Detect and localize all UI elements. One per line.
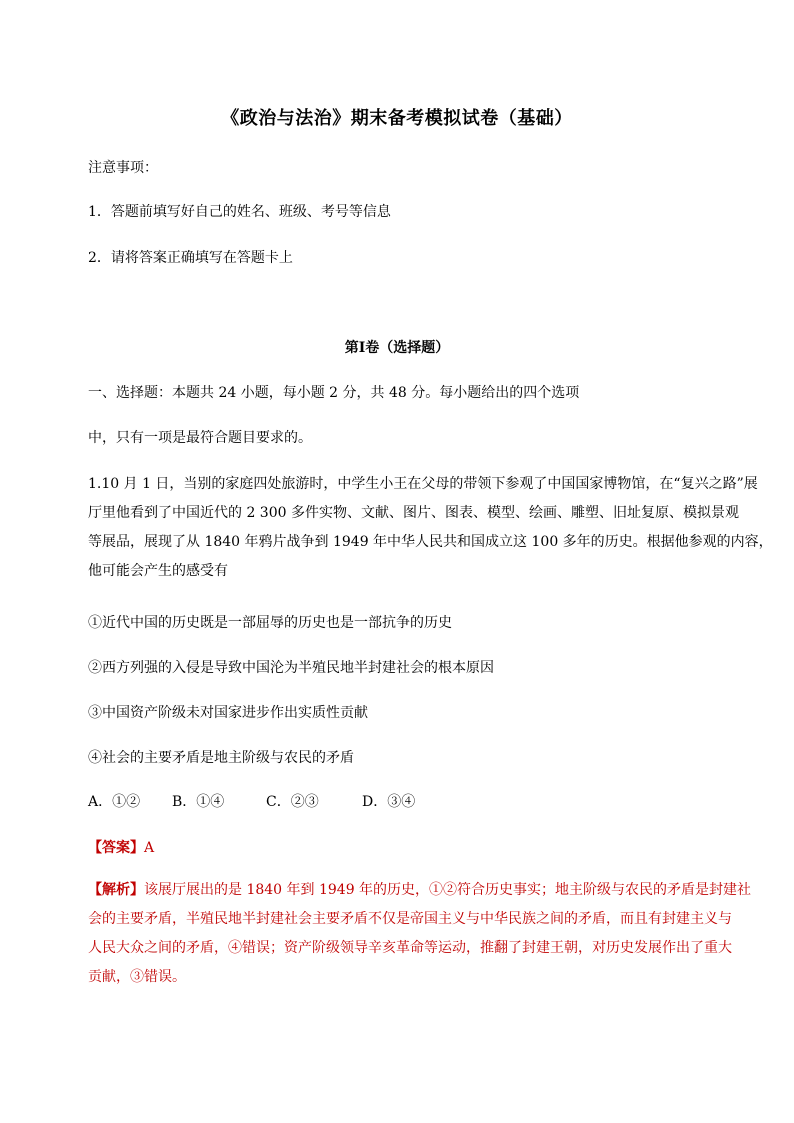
notice-item-2: 2．请将答案正确填写在答题卡上 — [88, 250, 293, 266]
question-stem-line: 厅里他看到了中国近代的 2 300 多件实物、文献、图片、图表、模型、绘画、雕塑、旧址复原、模拟景观 — [88, 505, 739, 521]
options-row — [88, 792, 415, 812]
option-d: D．③④ — [362, 794, 416, 810]
instruction-line-1: 一、选择题：本题共 24 小题，每小题 2 分，共 48 分。每小题给出的四个选项 — [88, 385, 580, 401]
question-stem-line: 1.10 月 1 日，当别的家庭四处旅游时，中学生小王在父母的带领下参观了中国国家博物馆，在“复兴之路”展 — [88, 476, 758, 492]
question-stem — [88, 470, 773, 586]
statement-1: ①近代中国的历史既是一部屈辱的历史也是一部抗争的历史 — [88, 615, 452, 631]
analysis-label: 【解析】 — [88, 882, 144, 898]
answer-value: A — [144, 840, 155, 856]
option-b: B．①④ — [172, 794, 225, 810]
page-title: 《政治与法治》期末备考模拟试卷（基础） — [221, 108, 573, 129]
statement-3: ③中国资产阶级未对国家进步作出实质性贡献 — [88, 705, 368, 721]
notice-heading: 注意事项： — [88, 160, 158, 176]
answer-label: 【答案】 — [88, 840, 144, 856]
analysis — [88, 876, 752, 992]
analysis-line: 贡献，③错误。 — [88, 969, 186, 985]
analysis-line: 人民大众之间的矛盾，④错误；资产阶级领导辛亥革命等运动，推翻了封建王朝，对历史发展作出了重大 — [88, 940, 732, 956]
analysis-line: 会的主要矛盾，半殖民地半封建社会主要矛盾不仅是帝国主义与中华民族之间的矛盾，而且有封建主义与 — [88, 911, 732, 927]
option-a: A．①② — [88, 794, 141, 810]
question-stem-line: 等展品，展现了从 1840 年鸦片战争到 1949 年中华人民共和国成立这 100 多年的历史。根据他参观的内容， — [88, 534, 773, 550]
section-title: 第I卷（选择题） — [344, 340, 450, 356]
instruction-line-2: 中，只有一项是最符合题目要求的。 — [88, 430, 312, 446]
answer — [88, 838, 154, 858]
statement-4: ④社会的主要矛盾是地主阶级与农民的矛盾 — [88, 750, 354, 766]
option-c: C．②③ — [266, 794, 319, 810]
analysis-line: 该展厅展出的是 1840 年到 1949 年的历史，①②符合历史事实；地主阶级与农民的矛盾是封建社 — [144, 882, 752, 898]
statement-2: ②西方列强的入侵是导致中国沦为半殖民地半封建社会的根本原因 — [88, 660, 494, 676]
notice-item-1: 1．答题前填写好自己的姓名、班级、考号等信息 — [88, 204, 391, 220]
question-stem-line: 他可能会产生的感受有 — [88, 563, 228, 579]
